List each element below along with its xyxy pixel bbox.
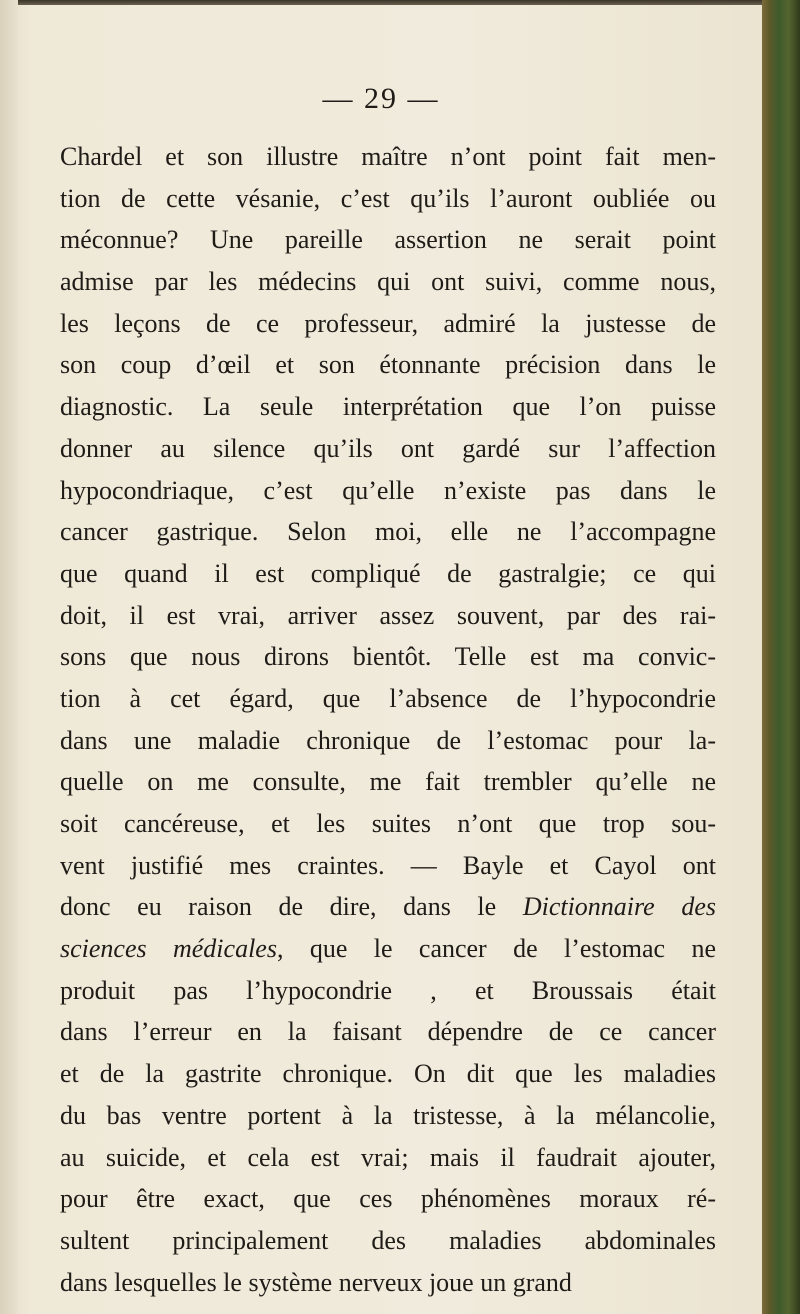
text-line: soit cancéreuse, et les suites n’ont que trop sou- <box>60 809 716 838</box>
page-gutter <box>0 0 18 1314</box>
text-line: et de la gastrite chronique. On dit que les maladies <box>60 1059 716 1089</box>
italic-title: Dictionnaire des <box>522 892 716 922</box>
text-line: Chardel et son illustre maître n’ont point fait men- <box>60 142 716 171</box>
book-edge <box>762 0 800 1314</box>
text-line: sons que nous dirons bientôt. Telle est ma convic- <box>60 642 716 672</box>
text-line <box>60 928 716 970</box>
text-line: produit pas l’hypocondrie , et Broussais était <box>60 975 716 1005</box>
text-line: dans l’erreur en la faisant dépendre de ce cancer <box>60 1017 716 1047</box>
text-line: admise par les médecins qui ont suivi, comme nous, <box>60 267 716 297</box>
body-text <box>60 136 716 1303</box>
text-line: hypocondriaque, c’est qu’elle n’existe pas dans le <box>60 475 716 505</box>
text-line: donner au silence qu’ils ont gardé sur l’affection <box>60 433 716 463</box>
text-line: au suicide, et cela est vrai; mais il faudrait ajouter, <box>60 1142 716 1172</box>
text-line: dans une maladie chronique de l’estomac pour la- <box>60 725 716 755</box>
text-line: méconnue? Une pareille assertion ne serait point <box>60 225 716 255</box>
text-line: son coup d’œil et son étonnante précision dans le <box>60 350 716 380</box>
text-line: pour être exact, que ces phénomènes moraux ré- <box>60 1184 716 1214</box>
text-line: tion à cet égard, que l’absence de l’hypocondrie <box>60 683 716 713</box>
text-line: tion de cette vésanie, c’est qu’ils l’auront oubliée ou <box>60 183 716 213</box>
top-border <box>0 0 762 5</box>
text-line: du bas ventre portent à la tristesse, à la mélancolie, <box>60 1100 716 1130</box>
text-line: sultent principalement des maladies abdominales <box>60 1225 716 1255</box>
text-line: vent justifié mes craintes. — Bayle et Cayol ont <box>60 850 716 880</box>
text-line: quelle on me consulte, me fait trembler qu’elle ne <box>60 767 716 797</box>
text-line <box>60 886 716 928</box>
text-line: doit, il est vrai, arriver assez souvent, par des rai- <box>60 600 716 630</box>
text-line: que quand il est compliqué de gastralgie; ce qui <box>60 558 716 588</box>
text-line: les leçons de ce professeur, admiré la justesse de <box>60 308 716 338</box>
italic-title: sciences médicales <box>60 934 277 964</box>
text-line: cancer gastrique. Selon moi, elle ne l’accompagne <box>60 517 716 547</box>
page-number: — 29 — <box>322 82 440 115</box>
text-run: , que le cancer de l’estomac ne <box>276 934 716 964</box>
text-run: donc eu raison de dire, dans le <box>60 892 523 922</box>
text-line: dans lesquelles le système nerveux joue un grand <box>60 1267 572 1297</box>
text-line: diagnostic. La seule interprétation que l’on puisse <box>60 392 716 422</box>
